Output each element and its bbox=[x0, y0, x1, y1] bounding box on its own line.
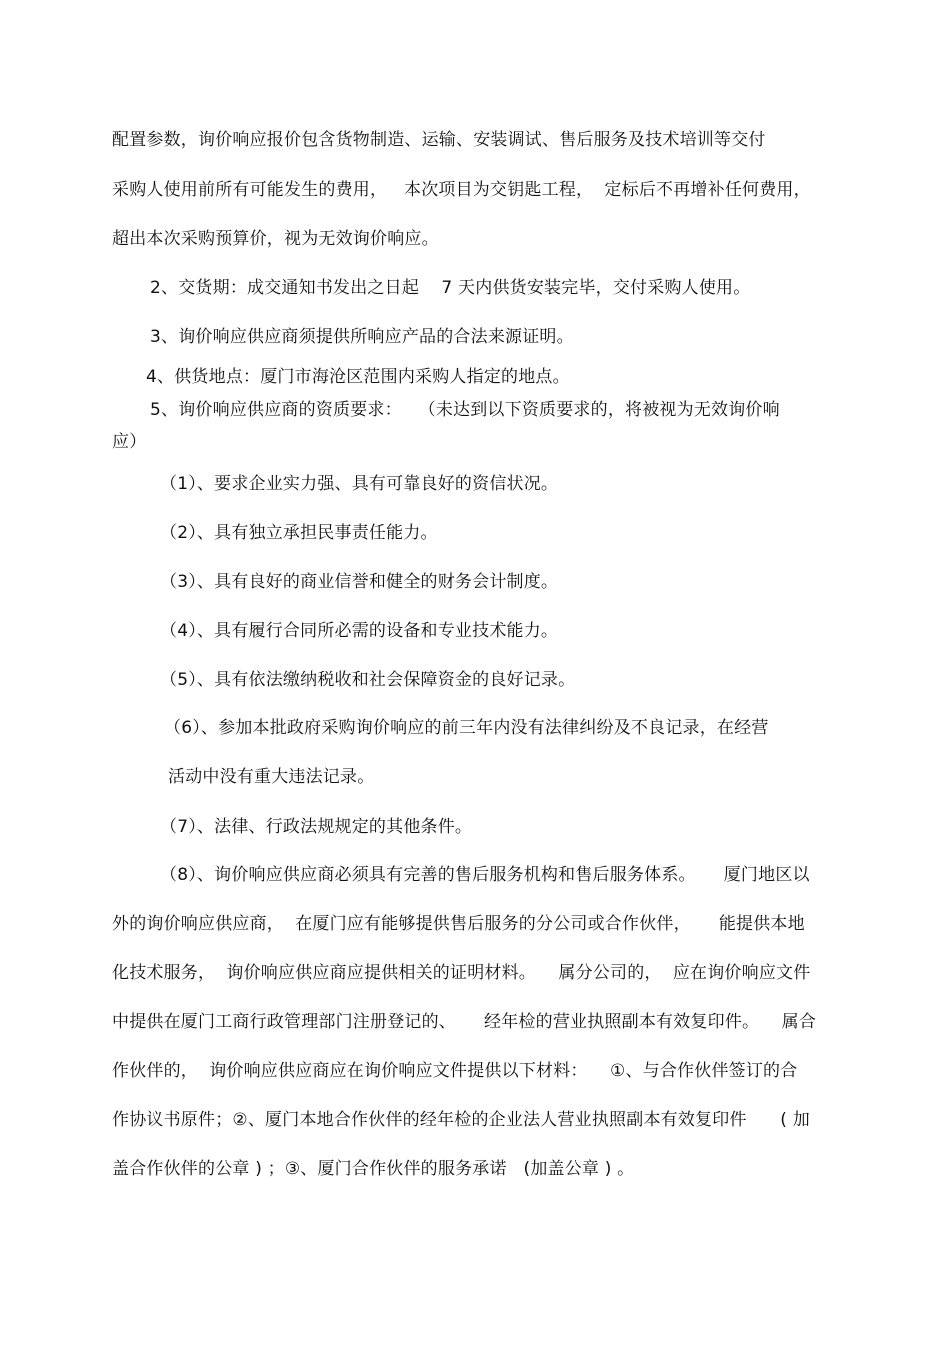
text-line: 5、询价响应供应商的资质要求： （未达到以下资质要求的，将被视为无效询价响 bbox=[150, 400, 780, 420]
text-line: 中提供在厦门工商行政管理部门注册登记的、 经年检的营业执照副本有效复印件。 属合 bbox=[112, 1012, 817, 1032]
text-line: 外的询价响应供应商， 在厦门应有能够提供售后服务的分公司或合作伙伴， 能提供本地 bbox=[112, 914, 805, 934]
text-line: （2）、具有独立承担民事责任能力。 bbox=[160, 523, 438, 543]
text-line: 4、供货地点：厦门市海沧区范围内采购人指定的地点。 bbox=[146, 367, 570, 387]
text-line: 作协议书原件；②、厦门本地合作伙伴的经年检的企业法人营业执照副本有效复印件 ( 加 bbox=[112, 1110, 810, 1130]
text-line: （6）、参加本批政府采购询价响应的前三年内没有法律纠纷及不良记录，在经营 bbox=[164, 718, 769, 738]
text-line: 化技术服务， 询价响应供应商应提供相关的证明材料。 属分公司的， 应在询价响应文件 bbox=[112, 963, 811, 983]
text-line: （5）、具有依法缴纳税收和社会保障资金的良好记录。 bbox=[160, 670, 576, 690]
text-line: 2、交货期：成交通知书发出之日起 7 天内供货安装完毕，交付采购人使用。 bbox=[150, 278, 751, 298]
text-line: （1）、要求企业实力强、具有可靠良好的资信状况。 bbox=[160, 474, 559, 494]
text-line: 采购人使用前所有可能发生的费用， 本次项目为交钥匙工程， 定标后不再增补任何费用， bbox=[112, 180, 811, 200]
text-line: 超出本次采购预算价，视为无效询价响应。 bbox=[112, 229, 439, 249]
text-line: （7）、法律、行政法规规定的其他条件。 bbox=[160, 817, 473, 837]
text-line: 活动中没有重大违法记录。 bbox=[168, 767, 375, 787]
text-line: 作伙伴的， 询价响应供应商应在询价响应文件提供以下材料： ①、与合作伙伴签订的合 bbox=[112, 1061, 798, 1081]
text-line: 3、询价响应供应商须提供所响应产品的合法来源证明。 bbox=[150, 327, 574, 347]
text-line: 配置参数，询价响应报价包含货物制造、运输、安装调试、售后服务及技术培训等交付 bbox=[112, 130, 766, 150]
text-line: （4）、具有履行合同所必需的设备和专业技术能力。 bbox=[160, 621, 559, 641]
text-line: 应） bbox=[112, 432, 147, 452]
text-line: （3）、具有良好的商业信誉和健全的财务会计制度。 bbox=[160, 572, 559, 592]
text-line: 盖合作伙伴的公章 ) ；③、厦门合作伙伴的服务承诺 (加盖公章 ) 。 bbox=[112, 1159, 635, 1179]
text-line: （8）、询价响应供应商必须具有完善的售后服务机构和售后服务体系。 厦门地区以 bbox=[160, 865, 810, 885]
